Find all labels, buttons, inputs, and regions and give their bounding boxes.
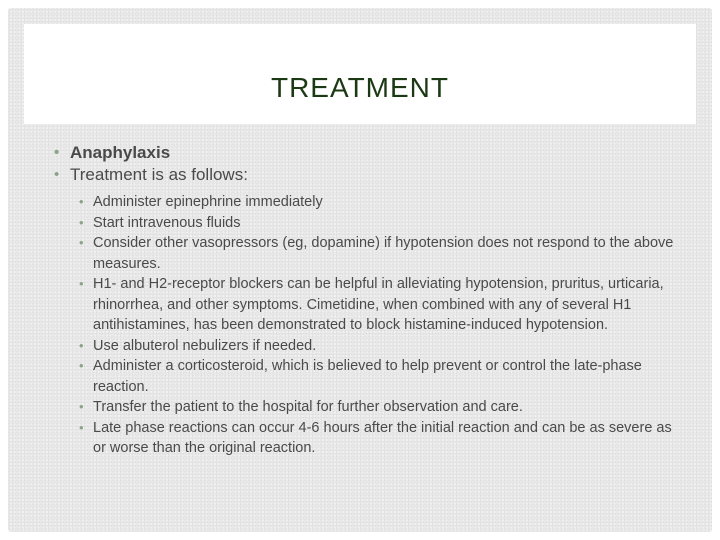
sub-bullet-text: Transfer the patient to the hospital for further observation and care. [93, 399, 523, 415]
bullet-dot-icon: • [54, 144, 60, 161]
bullet-treatment [48, 164, 688, 459]
sub-bullet-item [74, 397, 688, 418]
bullet-anaphylaxis [48, 142, 688, 164]
sub-bullet-item [74, 418, 688, 459]
sub-bullet-item [74, 336, 688, 357]
bullet-dot-icon: • [79, 194, 84, 209]
slide [8, 8, 712, 532]
bullet-dot-icon: • [79, 419, 84, 435]
sub-bullet-item [74, 233, 688, 274]
bullet-dot-icon: • [79, 399, 84, 414]
bullet-dot-icon: • [79, 214, 84, 230]
bullet-dot-icon: • [79, 358, 84, 373]
sub-bullet-item [74, 192, 688, 213]
sub-bullet-item [74, 274, 688, 336]
sub-bullet-text: Administer a corticosteroid, which is believed to help prevent or control the late-phase reaction. [93, 358, 642, 395]
sub-bullet-text: Use albuterol nebulizers if needed. [93, 337, 317, 354]
bullet-dot-icon: • [79, 337, 84, 353]
sub-bullet-list [74, 192, 688, 459]
slide-content [48, 142, 688, 459]
slide-title: TREATMENT [270, 72, 450, 103]
sub-bullet-text: Late phase reactions can occur 4-6 hours after the initial reaction and can be as severe as or worse than the original reaction. [93, 419, 672, 456]
sub-bullet-text: Administer epinephrine immediately [93, 194, 323, 210]
sub-bullet-item [74, 356, 688, 397]
bullet-list [48, 142, 688, 459]
sub-bullet-text: Start intravenous fluids [93, 214, 241, 231]
bullet-dot-icon: • [79, 235, 84, 250]
sub-bullet-text: Consider other vasopressors (eg, dopamine) if hypotension does not respond to the above measures. [93, 235, 674, 272]
bullet-text: Treatment is as follows: [70, 165, 248, 184]
sub-bullet-item [74, 213, 688, 234]
bullet-text: Anaphylaxis [70, 143, 171, 162]
bullet-dot-icon: • [54, 166, 60, 183]
bullet-dot-icon: • [79, 276, 84, 291]
title-box [24, 24, 696, 124]
sub-bullet-text: H1- and H2-receptor blockers can be helpful in alleviating hypotension, pruritus, urticaria, rhinorrhea, and other symptoms. Cimetidine, when combined with any of several H1 antihistamines, has been demonstrated to block histamine-induced hypotension. [93, 276, 664, 333]
